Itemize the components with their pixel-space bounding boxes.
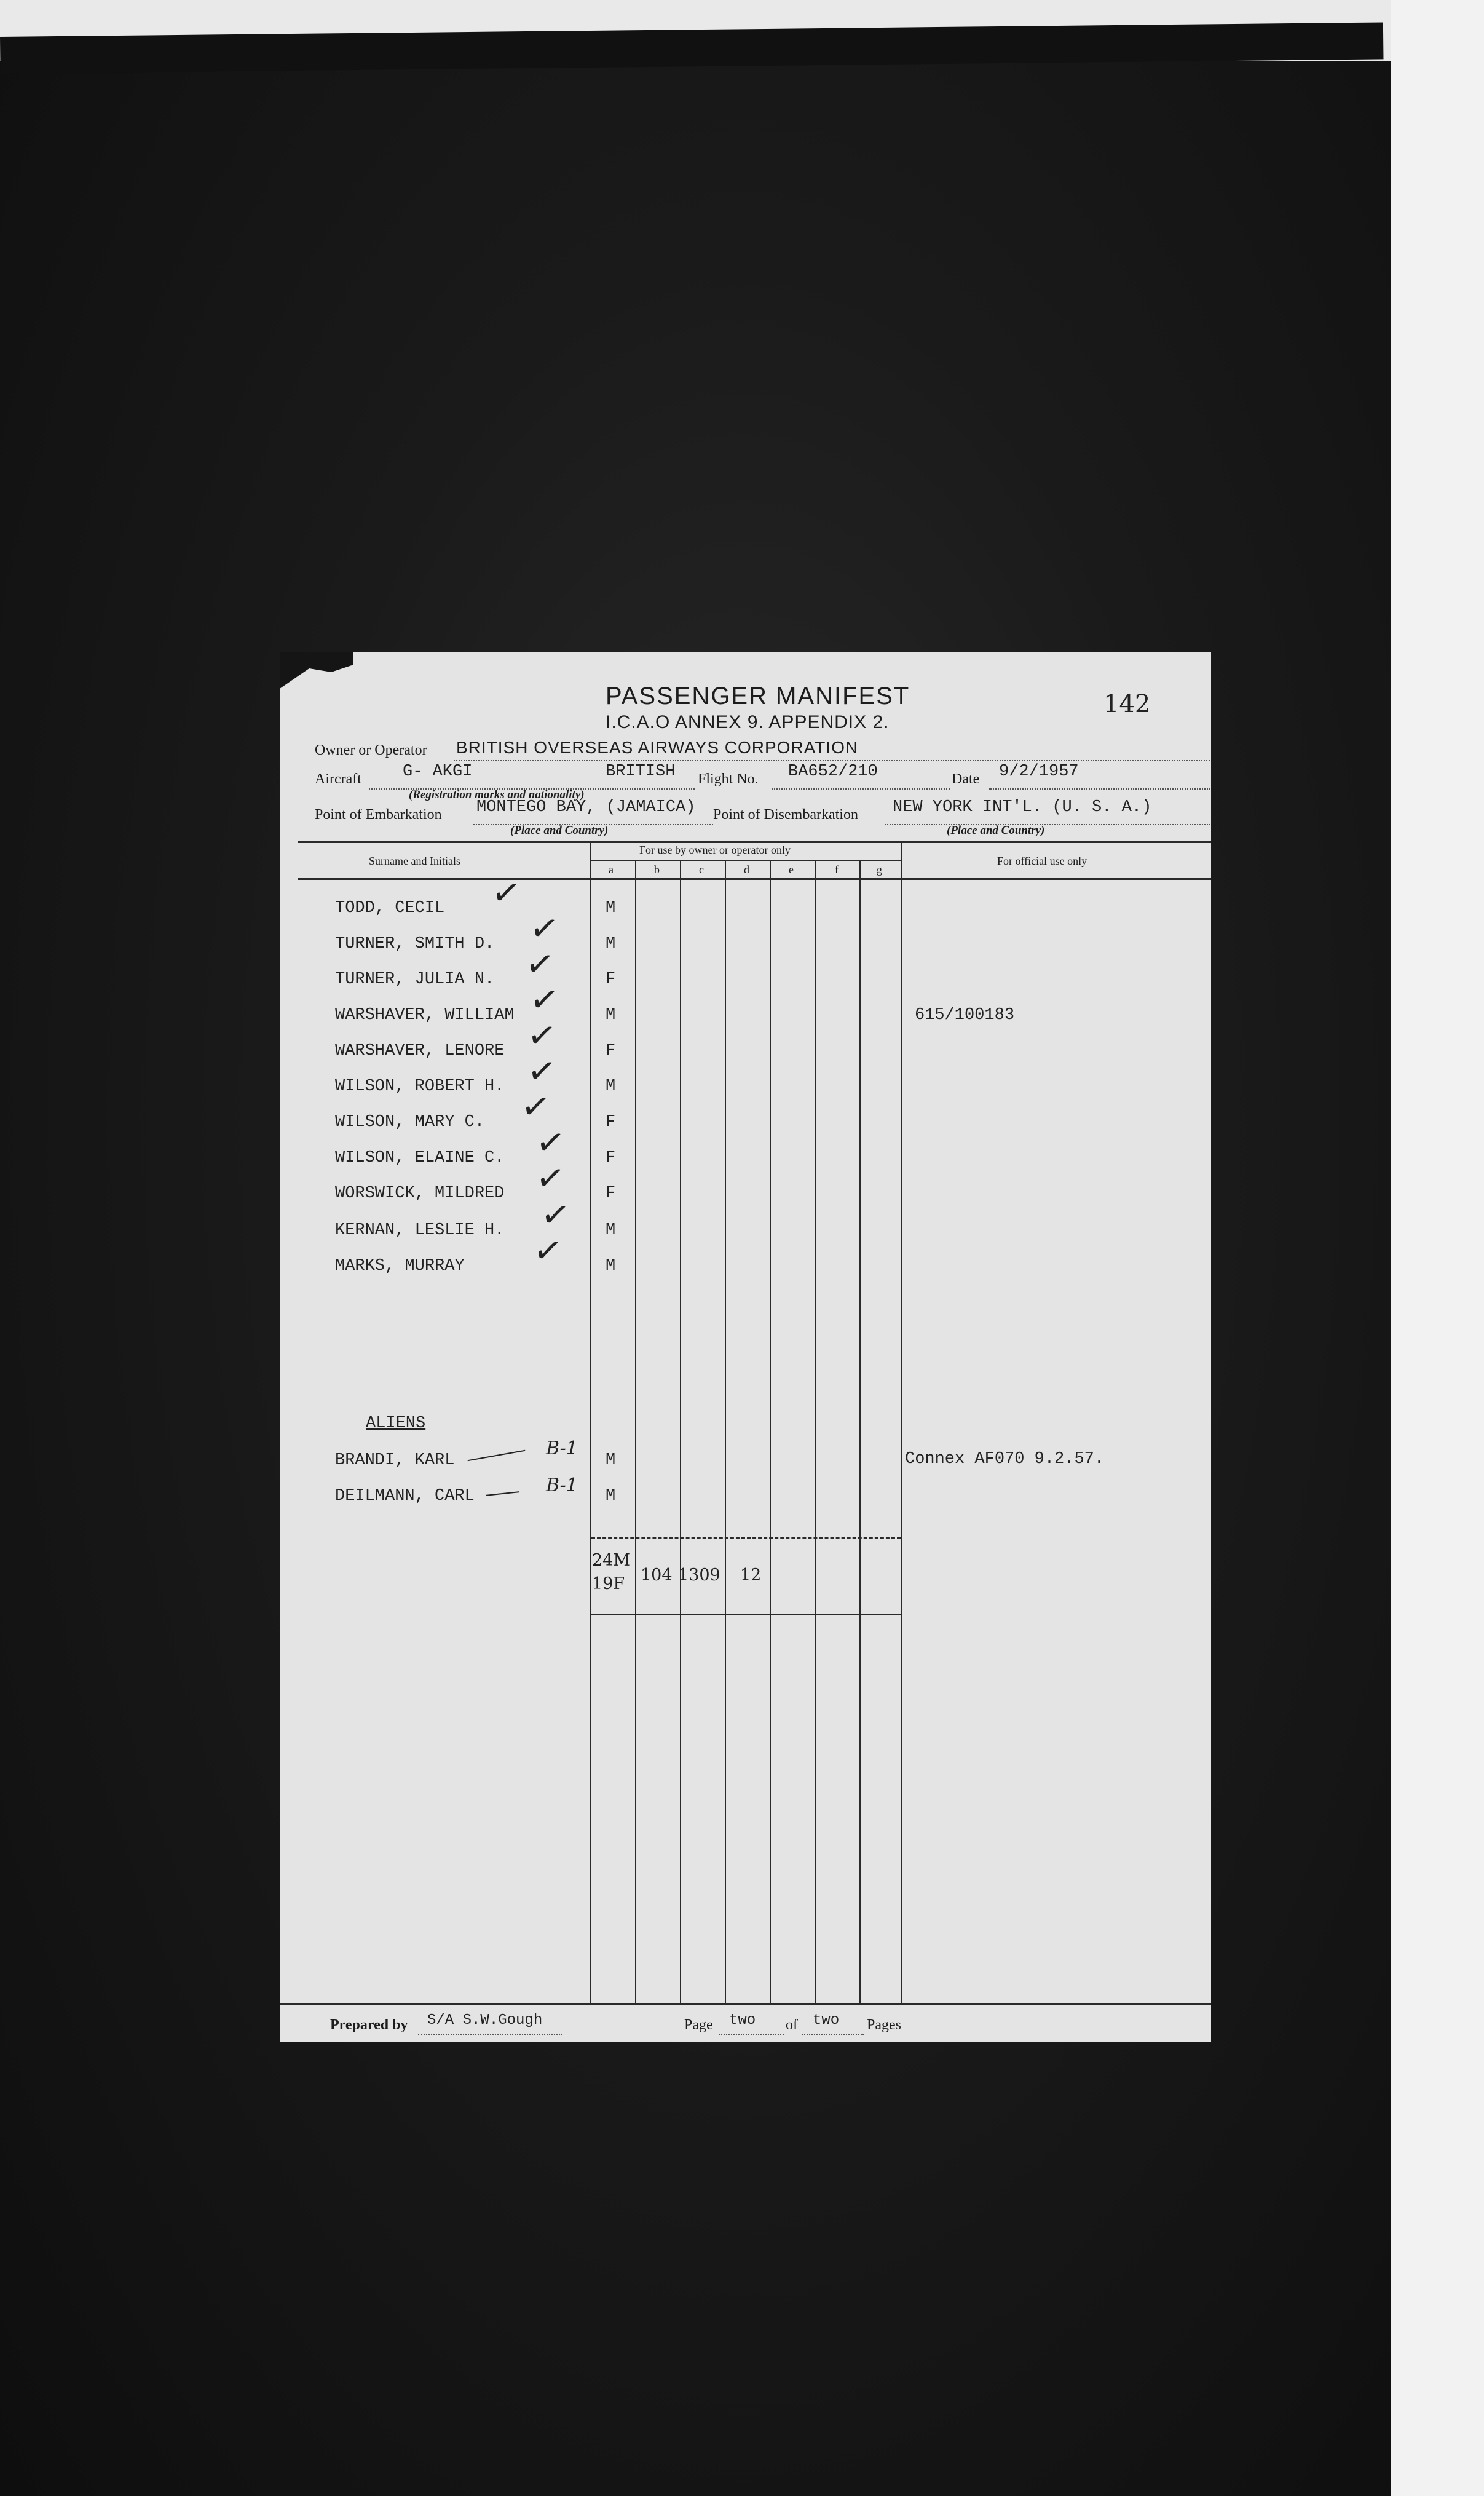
passenger-sex: M	[606, 935, 616, 953]
alien-sex: M	[606, 1487, 616, 1505]
header-col-e: e	[789, 863, 794, 876]
owner-dotline	[454, 760, 1210, 761]
aliens-heading: ALIENS	[366, 1414, 426, 1433]
passenger-name: WILSON, MARY C.	[335, 1113, 485, 1131]
passenger-sex: F	[606, 1113, 616, 1131]
page-value: two	[729, 2012, 756, 2029]
header-official: For official use only	[997, 855, 1087, 867]
aircraft-nationality: BRITISH	[606, 763, 676, 781]
disembarkation-dotline	[885, 824, 1210, 825]
flight-dotline	[772, 788, 950, 790]
table-bottom-rule	[280, 2003, 1211, 2005]
header-col-g: g	[877, 863, 882, 876]
total-male: 24M	[592, 1551, 631, 1570]
header-col-f: f	[835, 863, 839, 876]
total-col-d: 12	[740, 1566, 762, 1585]
col-rule-a	[590, 841, 591, 2003]
of-dotline	[802, 2034, 864, 2035]
pages-label: Pages	[867, 2017, 901, 2033]
col-rule-d	[725, 860, 726, 2003]
disembarkation-caption: (Place and Country)	[947, 824, 1045, 837]
page-number: 142	[1103, 690, 1151, 718]
prepared-value: S/A S.W.Gough	[427, 2012, 543, 2029]
aircraft-registration: G- AKGI	[403, 763, 473, 781]
passenger-name: TURNER, SMITH D.	[335, 935, 495, 953]
checkmark-icon: ✓	[531, 1229, 566, 1273]
passenger-name: TODD, CECIL	[335, 899, 445, 917]
checkmark-icon: ✓	[523, 943, 558, 986]
passenger-name: TURNER, JULIA N.	[335, 970, 495, 989]
owner-value: BRITISH OVERSEAS AIRWAYS CORPORATION	[456, 738, 859, 757]
alien-name: DEILMANN, CARL	[335, 1487, 475, 1505]
passenger-sex: M	[606, 899, 616, 917]
date-value: 9/2/1957	[999, 763, 1079, 781]
header-col-d: d	[744, 863, 749, 876]
prepared-dotline	[418, 2034, 562, 2035]
header-col-a: a	[609, 863, 614, 876]
disembarkation-value: NEW YORK INT'L. (U. S. A.)	[893, 798, 1152, 817]
passenger-name: WORSWICK, MILDRED	[335, 1184, 505, 1203]
totals-top-rule	[591, 1537, 901, 1539]
disembarkation-label: Point of Disembarkation	[713, 807, 858, 823]
passenger-sex: F	[606, 1184, 616, 1203]
totals-bottom-rule	[591, 1614, 901, 1615]
col-rule-c	[680, 860, 681, 2003]
checkmark-icon: ✓	[489, 871, 524, 915]
col-rule-b	[635, 860, 636, 2003]
passenger-name: WILSON, ELAINE C.	[335, 1149, 505, 1167]
prepared-label: Prepared by	[330, 2017, 408, 2033]
page-label: Page	[684, 2017, 713, 2033]
embarkation-label: Point of Embarkation	[315, 807, 442, 823]
passenger-name: WARSHAVER, WILLIAM	[335, 1006, 515, 1024]
alien-sex: M	[606, 1451, 616, 1470]
total-col-b: 104	[641, 1566, 673, 1585]
passenger-name: WARSHAVER, LENORE	[335, 1042, 505, 1060]
passenger-sex: F	[606, 1042, 616, 1060]
checkmark-icon: ✓	[538, 1194, 573, 1237]
owner-label: Owner or Operator	[315, 742, 427, 758]
header-operator: For use by owner or operator only	[639, 844, 791, 856]
date-dotline	[989, 788, 1210, 790]
operator-subheader-rule	[590, 860, 901, 861]
alien-name: BRANDI, KARL	[335, 1451, 455, 1470]
of-label: of	[786, 2017, 798, 2033]
page-dotline	[719, 2034, 784, 2035]
passenger-sex: M	[606, 1221, 616, 1240]
date-label: Date	[952, 771, 980, 787]
passenger-name: KERNAN, LESLIE H.	[335, 1221, 505, 1240]
table-top-rule	[298, 841, 1211, 843]
document-title: PASSENGER MANIFEST	[606, 683, 910, 710]
col-rule-f	[815, 860, 816, 2003]
of-value: two	[813, 2012, 840, 2029]
passenger-name: WILSON, ROBERT H.	[335, 1077, 505, 1096]
checkmark-icon: ✓	[527, 978, 562, 1022]
passenger-sex: M	[606, 1006, 616, 1024]
aircraft-label: Aircraft	[315, 771, 361, 787]
flight-number: BA652/210	[788, 763, 878, 781]
col-rule-e	[770, 860, 771, 2003]
alien-mark: B-1	[546, 1475, 578, 1496]
passenger-sex: M	[606, 1257, 616, 1275]
header-col-b: b	[654, 863, 660, 876]
official-note: Connex AF070 9.2.57.	[905, 1450, 1105, 1468]
passenger-sex: F	[606, 1149, 616, 1167]
header-surname: Surname and Initials	[369, 855, 460, 867]
header-col-c: c	[699, 863, 704, 876]
checkmark-icon: ✓	[524, 1014, 559, 1058]
table-header-rule	[298, 878, 1211, 880]
official-note: 615/100183	[915, 1006, 1015, 1024]
checkmark-icon: ✓	[533, 1121, 568, 1165]
document-subtitle: I.C.A.O ANNEX 9. APPENDIX 2.	[606, 712, 890, 732]
scan-right-margin	[1391, 0, 1484, 2496]
total-col-c: 1309	[678, 1566, 720, 1585]
embarkation-value: MONTEGO BAY, (JAMAICA)	[476, 798, 696, 817]
checkmark-icon: ✓	[518, 1085, 553, 1129]
registration-caption: (Registration marks and nationality)	[409, 788, 585, 801]
checkmark-icon: ✓	[524, 1050, 559, 1093]
total-female: 19F	[592, 1574, 625, 1593]
passenger-sex: F	[606, 970, 616, 989]
checkmark-icon: ✓	[533, 1157, 568, 1200]
checkmark-icon: ✓	[527, 907, 562, 951]
alien-mark: B-1	[546, 1438, 578, 1459]
col-rule-g	[859, 860, 861, 2003]
passenger-name: MARKS, MURRAY	[335, 1257, 465, 1275]
flight-label: Flight No.	[698, 771, 759, 787]
embarkation-caption: (Place and Country)	[510, 824, 609, 837]
passenger-sex: M	[606, 1077, 616, 1096]
col-rule-official	[901, 841, 902, 2003]
